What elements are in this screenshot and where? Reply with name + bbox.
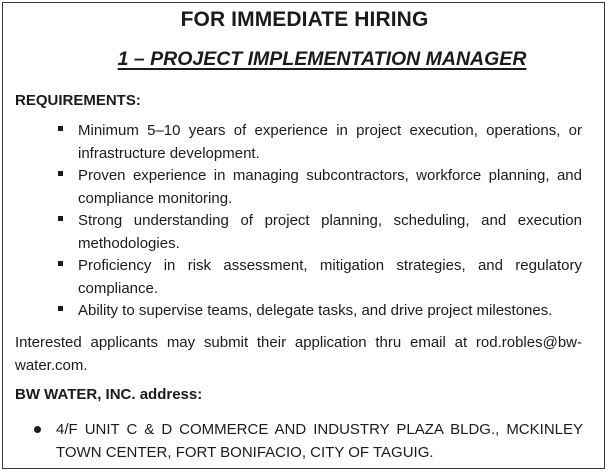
requirement-item — [0, 120, 609, 165]
requirement-text: Strong understanding of project planning, scheduling, and execution methodologies. — [78, 212, 582, 252]
square-bullet-icon — [58, 126, 63, 131]
requirements-heading: REQUIREMENTS: — [15, 92, 141, 109]
square-bullet-icon — [58, 306, 63, 311]
requirement-item — [0, 210, 609, 255]
requirement-item — [0, 300, 609, 323]
requirement-item — [0, 255, 609, 300]
address-heading: BW WATER, INC. address: — [15, 386, 203, 403]
address-text: 4/F UNIT C & D COMMERCE AND INDUSTRY PLAZA BLDG., MCKINLEY TOWN CENTER, FORT BONIFACIO, CITY OF TAGUIG. — [56, 421, 583, 461]
job-position-title: 1 – PROJECT IMPLEMENTATION MANAGER — [117, 48, 527, 70]
square-bullet-icon — [58, 261, 63, 266]
address-list — [0, 418, 609, 464]
requirement-item — [0, 165, 609, 210]
application-instructions: Interested applicants may submit their application thru email at rod.robles@bw-water.com. — [15, 334, 582, 374]
requirement-text: Ability to supervise teams, delegate tasks, and drive project milestones. — [78, 302, 553, 319]
requirement-text: Minimum 5–10 years of experience in project execution, operations, or infrastructure development. — [78, 122, 582, 162]
requirements-list — [0, 120, 609, 323]
address-item — [0, 418, 609, 464]
square-bullet-icon — [58, 216, 63, 221]
requirement-text: Proven experience in managing subcontractors, workforce planning, and compliance monitoring. — [78, 167, 582, 207]
page-title: FOR IMMEDIATE HIRING — [180, 8, 429, 31]
requirement-text: Proficiency in risk assessment, mitigation strategies, and regulatory compliance. — [78, 257, 582, 297]
square-bullet-icon — [58, 171, 63, 176]
round-bullet-icon — [34, 426, 41, 433]
